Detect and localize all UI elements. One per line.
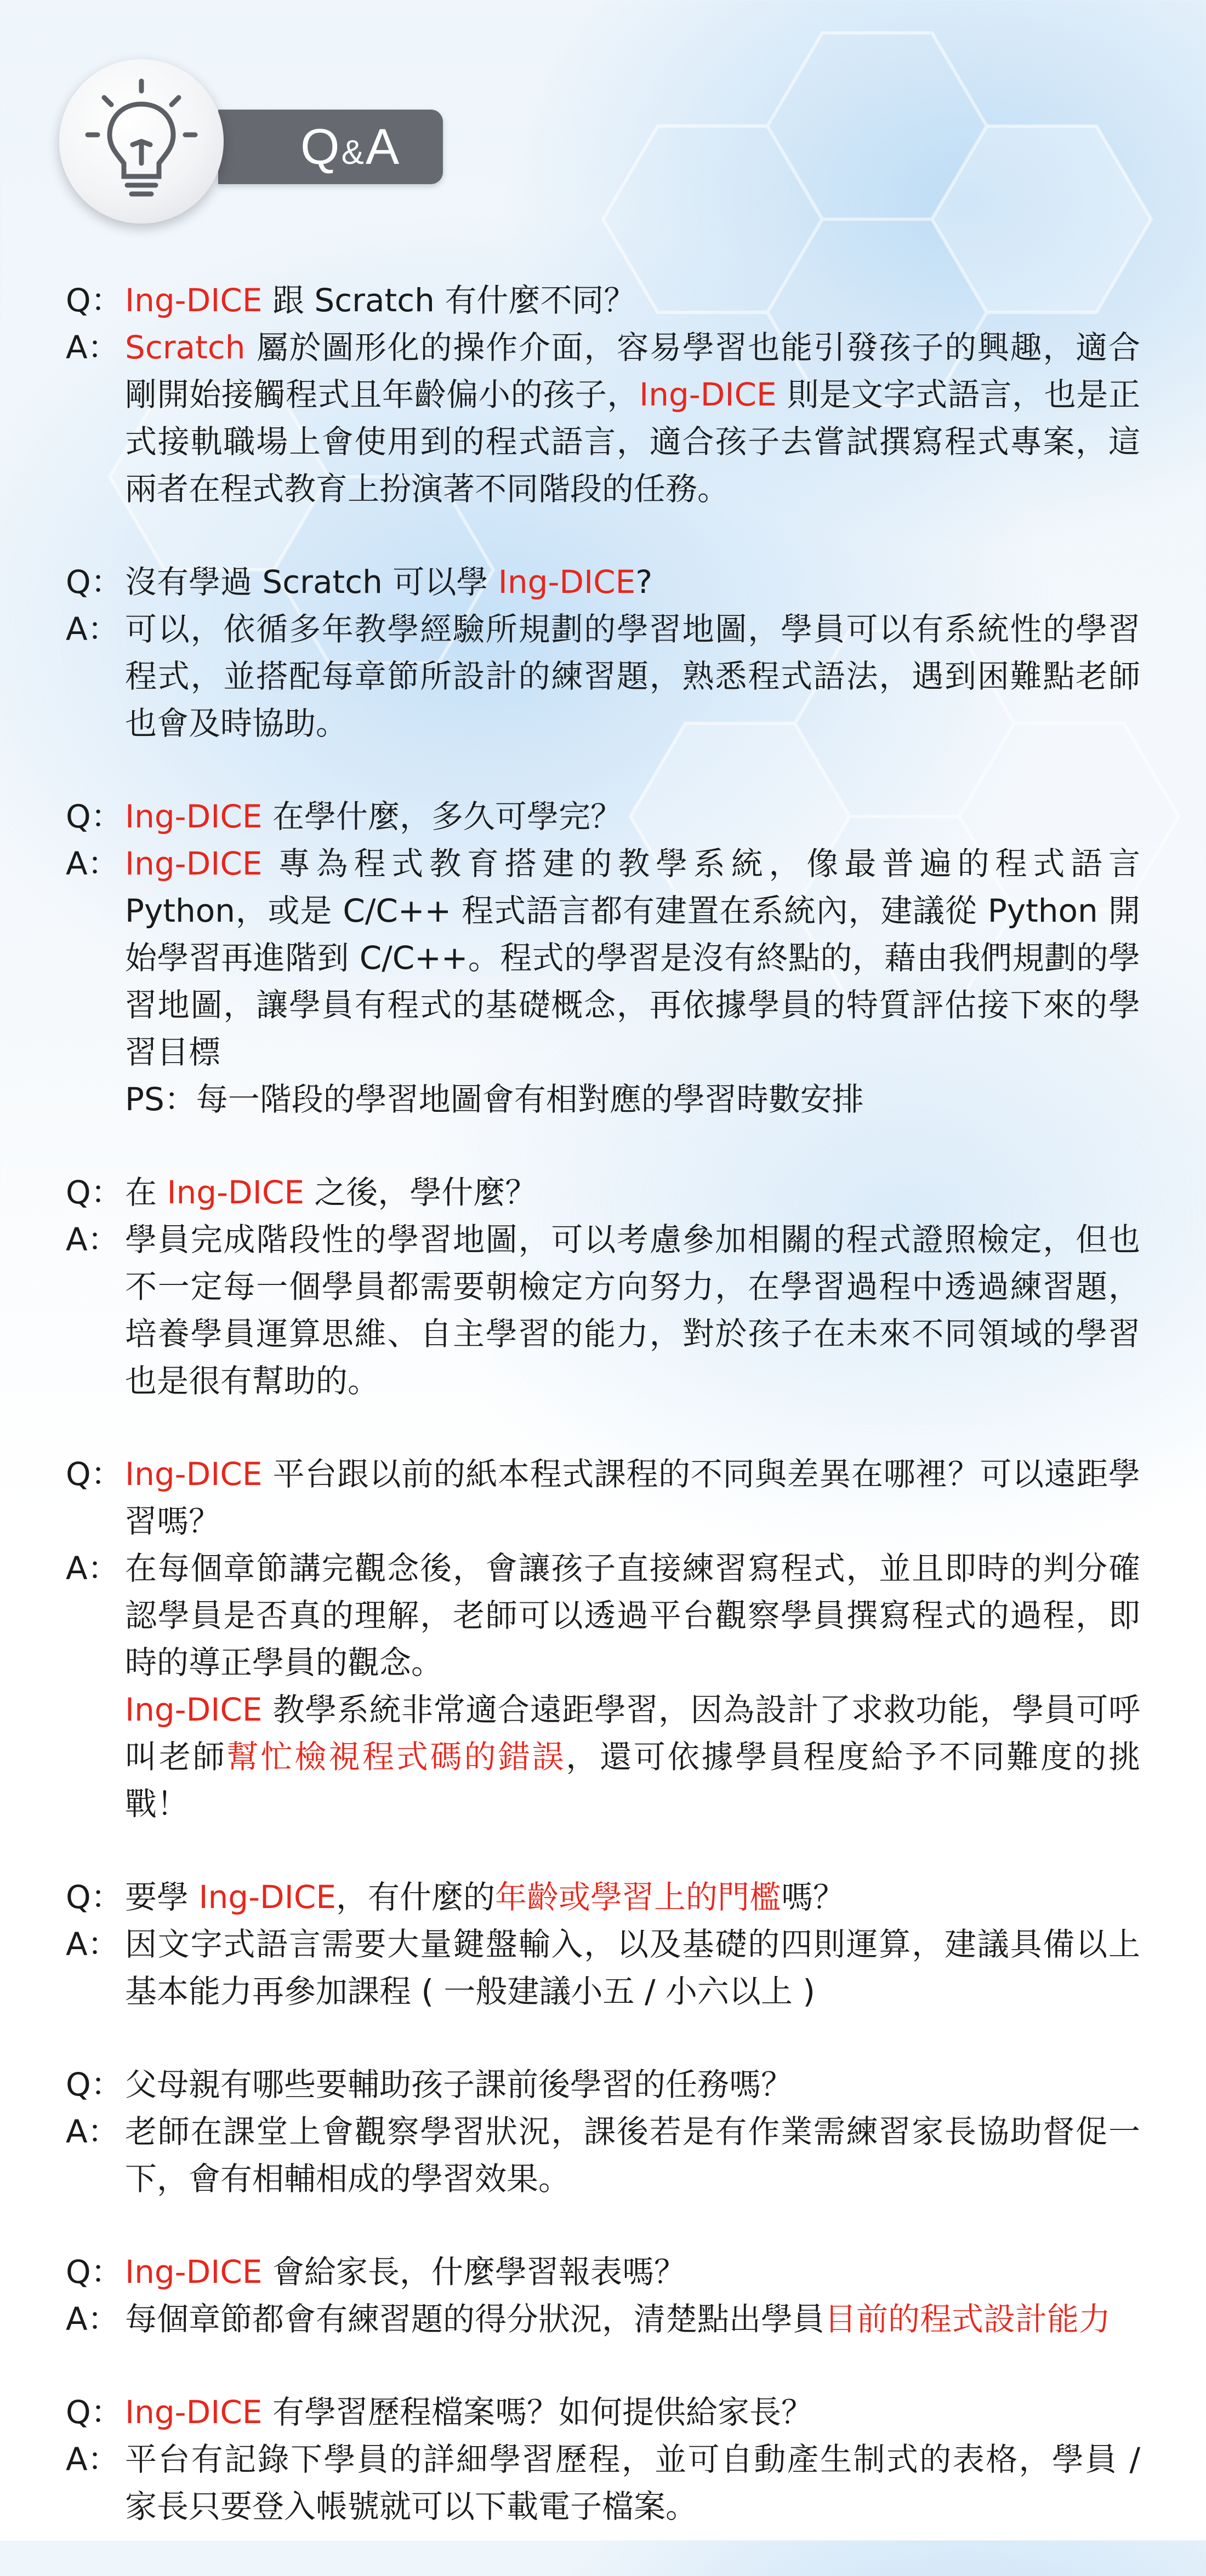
qa-item <box>66 558 1140 747</box>
question <box>66 1169 1140 1216</box>
qa-header-badge <box>59 59 401 235</box>
answer-text: 在每個章節講完觀念後，會讓孩子直接練習寫程式，並且即時的判分確認學員是否真的理解，老師可以透過平台觀察學員撰寫程式的過程，即時的導正學員的觀念。 Ing-DICE 教學系統非常適合遠距學習，因為設計了求救功能，學員可呼叫老師幫忙檢視程式碼的錯誤，還可依據學員程度給予不同難度的挑戰！ <box>125 1550 1140 1823</box>
answer-note: PS：每一階段的學習地圖會有相對應的學習時數安排 <box>125 1081 864 1118</box>
answer-text: 平台有記錄下學員的詳細學習歷程，並可自動產生制式的表格，學員 / 家長只要登入帳號就可以下載電子檔案。 <box>125 2441 1140 2525</box>
question-label: Q： <box>66 1455 123 1493</box>
question-label: Q： <box>66 1174 123 1211</box>
qa-list <box>66 277 1140 2576</box>
question <box>66 558 1140 606</box>
question-text: 沒有學過 Scratch 可以學 Ing-DICE? <box>125 563 653 601</box>
question-text: Ing-DICE 平台跟以前的紙本程式課程的不同與差異在哪裡？可以遠距學習嗎？ <box>125 1455 1140 1540</box>
qa-item <box>66 1169 1140 1404</box>
answer-text: 學員完成階段性的學習地圖，可以考慮參加相關的程式證照檢定，但也不一定每一個學員都需要朝檢定方向努力，在學習過程中透過練習題，培養學員運算思維、自主學習的能力，對於孩子在未來不同領域的學習也是很有幫助的。 <box>125 1221 1140 1400</box>
answer-text: 可以，依循多年教學經驗所規劃的學習地圖，學員可以有系統性的學習程式，並搭配每章節所設計的練習題，熟悉程式語法，遇到困難點老師也會及時協助。 <box>125 610 1140 742</box>
question-label: Q： <box>66 1878 123 1916</box>
question <box>66 1874 1140 1921</box>
answer-text: Scratch 屬於圖形化的操作介面，容易學習也能引發孩子的興趣，適合剛開始接觸程式且年齡偏小的孩子，Ing-DICE 則是文字式語言，也是正式接軌職場上會使用到的程式語言，適合孩子去嘗試撰寫程式專案，這兩者在程式教育上扮演著不同階段的任務。 <box>125 329 1140 507</box>
qa-item <box>66 277 1140 512</box>
question-label: Q： <box>66 2394 123 2431</box>
qa-item <box>66 2248 1140 2343</box>
question <box>66 2061 1140 2108</box>
question-label: Q： <box>66 2253 123 2291</box>
question-text: Ing-DICE 跟 Scratch 有什麼不同？ <box>125 282 636 319</box>
qa-item <box>66 1874 1140 2015</box>
answer <box>66 1216 1140 1404</box>
answer <box>66 1545 1140 1827</box>
question-label: Q： <box>66 798 123 835</box>
answer-label: A： <box>66 1550 120 1587</box>
answer-label: A： <box>66 2300 120 2338</box>
question <box>66 277 1140 324</box>
question-label: Q： <box>66 282 123 319</box>
answer <box>66 2436 1140 2530</box>
qa-item <box>66 1450 1140 1827</box>
answer-label: A： <box>66 2113 120 2150</box>
answer-text: Ing-DICE 專為程式教育搭建的教學系統，像最普遍的程式語言 Python，或是 C/C++ 程式語言都有建置在系統內，建議從 Python 開始學習再進階到 C/C++。程式的學習是沒有終點的，藉由我們規劃的學習地圖，讓學員有程式的基礎概念，再依據學員的特質評估接下來的學習目標 PS：每一階段的學習地圖會有相對應的學習時數安排 <box>125 840 1140 1123</box>
qa-title <box>300 111 401 182</box>
answer-label: A： <box>66 2441 120 2478</box>
answer-label: A： <box>66 610 120 648</box>
question-label: Q： <box>66 2066 123 2103</box>
qa-title-q: Q <box>300 119 342 175</box>
answer-text: 老師在課堂上會觀察學習狀況，課後若是有作業需練習家長協助督促一下，會有相輔相成的學習效果。 <box>125 2113 1140 2197</box>
qa-title-a: A <box>365 119 401 175</box>
qa-item <box>66 2389 1140 2530</box>
qa-item <box>66 2061 1140 2202</box>
question <box>66 2248 1140 2295</box>
question <box>66 1450 1140 1545</box>
answer-label: A： <box>66 329 120 366</box>
lightbulb-icon <box>59 59 224 224</box>
question-text: Ing-DICE 在學什麼，多久可學完？ <box>125 798 622 835</box>
answer-label: A： <box>66 1926 120 1963</box>
answer-text: 因文字式語言需要大量鍵盤輸入，以及基礎的四則運算，建議具備以上基本能力再參加課程 ( 一般建議小五 / 小六以上 ) <box>125 1926 1140 2010</box>
answer <box>66 1921 1140 2015</box>
question-text: Ing-DICE 會給家長，什麼學習報表嗎？ <box>125 2253 686 2291</box>
answer-label: A： <box>66 1221 120 1258</box>
question-text: 要學 Ing-DICE，有什麼的年齡或學習上的門檻嗎？ <box>125 1878 845 1916</box>
question-text: 父母親有哪些要輔助孩子課前後學習的任務嗎？ <box>125 2066 793 2103</box>
question <box>66 2389 1140 2436</box>
question-text: 在 Ing-DICE 之後，學什麼？ <box>125 1174 537 1211</box>
answer-text: 每個章節都會有練習題的得分狀況，清楚點出學員目前的程式設計能力 <box>125 2300 1111 2338</box>
answer <box>66 2108 1140 2202</box>
question-text: Ing-DICE 有學習歷程檔案嗎？如何提供給家長？ <box>125 2394 813 2431</box>
answer <box>66 324 1140 512</box>
answer-label: A： <box>66 845 120 882</box>
question <box>66 793 1140 840</box>
qa-title-amp: & <box>341 134 366 172</box>
answer <box>66 606 1140 747</box>
question-label: Q： <box>66 563 123 601</box>
qa-item <box>66 793 1140 1123</box>
answer <box>66 840 1140 1123</box>
answer <box>66 2295 1140 2343</box>
